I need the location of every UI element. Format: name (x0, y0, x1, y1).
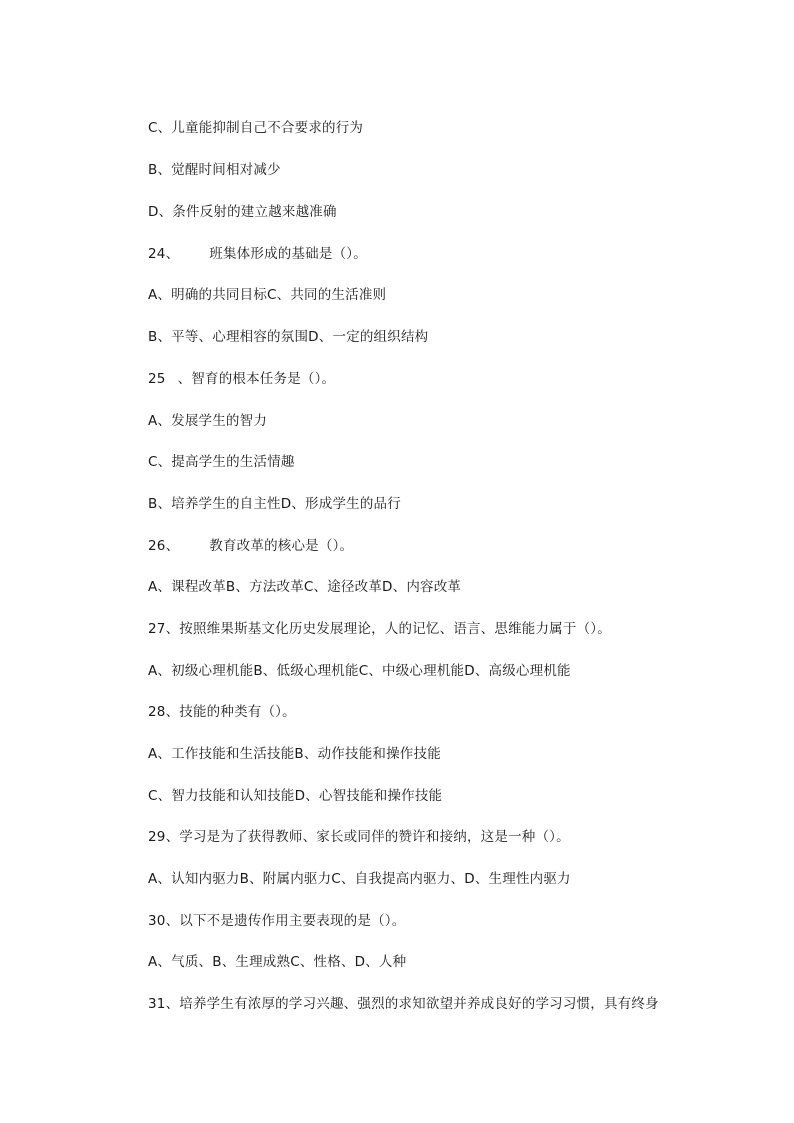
option-line: A、初级心理机能B、低级心理机能C、中级心理机能D、高级心理机能 (148, 663, 571, 679)
question-text: 教育改革的核心是（）。 (209, 538, 354, 554)
option-line: C、智力技能和认知技能D、心智技能和操作技能 (148, 788, 443, 804)
option-line: A、课程改革B、方法改革C、途径改革D、内容改革 (148, 579, 462, 595)
option-line: B、觉醒时间相对减少 (148, 162, 281, 178)
question-number: 24、 (148, 246, 180, 262)
option-line: C、提高学生的生活情趣 (148, 454, 295, 470)
option-line: B、培养学生的自主性D、形成学生的品行 (148, 496, 401, 512)
question-28: 28、技能的种类有（）。 (148, 704, 296, 720)
question-31: 31、培养学生有浓厚的学习兴趣、强烈的求知欲望并养成良好的学习习惯，具有终身 (148, 996, 659, 1012)
question-24 (148, 245, 367, 263)
question-number: 25 (148, 371, 166, 387)
option-line: A、工作技能和生活技能B、动作技能和操作技能 (148, 746, 441, 762)
option-line: A、气质、B、生理成熟C、性格、D、人种 (148, 954, 407, 970)
question-27: 27、按照维果斯基文化历史发展理论，人的记忆、语言、思维能力属于（）。 (148, 621, 611, 637)
question-number: 26、 (148, 538, 180, 554)
question-30: 30、以下不是遗传作用主要表现的是（）。 (148, 913, 406, 929)
option-line: A、认知内驱力B、附属内驱力C、自我提高内驱力、D、生理性内驱力 (148, 871, 571, 887)
question-25 (148, 370, 335, 388)
option-line: C、儿童能抑制自己不合要求的行为 (148, 120, 364, 136)
question-26 (148, 537, 353, 555)
option-line: D、条件反射的建立越来越准确 (148, 204, 337, 220)
option-line: A、明确的共同目标C、共同的生活准则 (148, 287, 387, 303)
question-text: 班集体形成的基础是（）。 (209, 246, 367, 262)
question-29: 29、学习是为了获得教师、家长或同伴的赞许和接纳，这是一种（）。 (148, 829, 570, 845)
option-line: A、发展学生的智力 (148, 413, 268, 429)
question-text: 、智育的根本任务是（）。 (177, 371, 336, 387)
option-line: B、平等、心理相容的氛围D、一定的组织结构 (148, 329, 429, 345)
